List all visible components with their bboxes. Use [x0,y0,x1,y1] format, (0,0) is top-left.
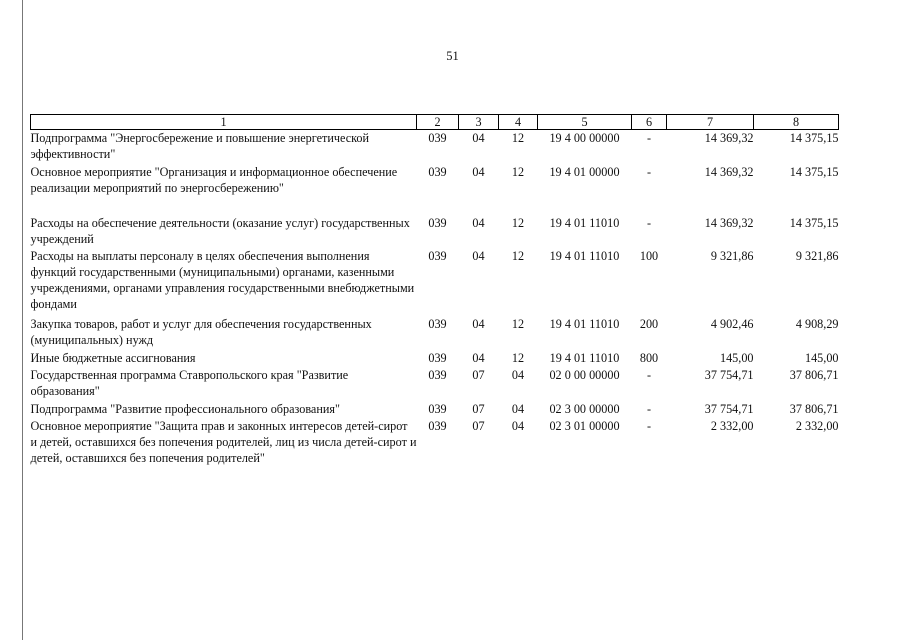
amount-col7: 4 902,46 [710,316,754,331]
section-code: 04 [472,316,485,331]
expense-type-code: - [646,418,652,433]
target-article-code: 19 4 01 11010 [549,316,620,331]
expense-type-code: 100 [639,248,659,263]
amount-col8: 2 332,00 [795,418,839,433]
subsection-code: 12 [511,316,525,331]
table-header-row [31,115,839,130]
target-article-code: 02 0 00 00000 [549,367,620,382]
amount-col8: 9 321,86 [795,248,839,263]
amount-col7: 145,00 [719,350,754,365]
ministry-code: 039 [428,316,447,331]
table-row [31,316,839,350]
subsection-code: 12 [511,215,525,230]
table-row [31,401,839,418]
expense-type-code: - [646,131,652,145]
amount-col8: 4 908,29 [795,316,839,331]
amount-col7: 14 369,32 [704,215,754,230]
subsection-code: 04 [511,418,525,433]
page-left-edge [22,0,23,640]
section-code: 04 [472,131,485,145]
column-header: 1 [31,115,417,130]
amount-col7: 14 369,32 [704,164,754,179]
subsection-code: 04 [511,401,525,416]
amount-col8: 145,00 [804,350,839,365]
row-description: Основное мероприятие "Организация и информационное обеспечение реализации мероприятий по энергосбережению" [30,164,398,195]
expense-type-code: 800 [639,350,659,365]
ministry-code: 039 [428,215,447,230]
expense-type-code: - [646,401,652,416]
table-row [31,215,839,248]
ministry-code: 039 [428,418,447,433]
column-header: 7 [667,115,754,130]
section-code: 07 [472,367,485,382]
amount-col7: 2 332,00 [710,418,754,433]
row-description: Иные бюджетные ассигнования [30,350,196,365]
expense-type-code: - [646,367,652,382]
amount-col8: 37 806,71 [789,367,839,382]
target-article-code: 19 4 01 00000 [549,164,620,179]
target-article-code: 19 4 00 00000 [549,131,620,145]
row-description: Подпрограмма "Энергосбережение и повышение энергетической эффективности" [30,131,370,161]
budget-table [30,114,839,469]
subsection-code: 12 [511,164,525,179]
subsection-code: 12 [511,131,525,145]
ministry-code: 039 [428,248,447,263]
section-code: 07 [472,401,485,416]
table-row [31,350,839,367]
ministry-code: 039 [428,131,447,145]
section-code: 04 [472,248,485,263]
amount-col8: 14 375,15 [789,131,839,145]
table-row [31,367,839,401]
ministry-code: 039 [428,401,447,416]
table-row [31,130,839,164]
row-description: Государственная программа Ставропольского края "Развитие образования" [30,367,349,398]
expense-type-code: - [646,215,652,230]
amount-col7: 9 321,86 [710,248,754,263]
column-header: 6 [632,115,667,130]
target-article-code: 02 3 01 00000 [549,418,620,433]
row-description: Подпрограмма "Развитие профессионального образования" [30,401,340,416]
amount-col8: 37 806,71 [789,401,839,416]
page-number: 51 [446,49,459,63]
table-row [31,418,839,469]
ministry-code: 039 [428,350,447,365]
column-header: 2 [417,115,459,130]
amount-col7: 37 754,71 [704,401,754,416]
column-header: 4 [499,115,538,130]
ministry-code: 039 [428,367,447,382]
subsection-code: 12 [511,350,525,365]
target-article-code: 19 4 01 11010 [549,350,620,365]
row-description: Основное мероприятие "Защита прав и законных интересов детей-сирот и детей, оставшихся без попечения родителей, лиц из числа детей-сирот и детей, оставшихся без попечения родителей" [30,418,417,465]
amount-col7: 14 369,32 [704,131,754,145]
target-article-code: 19 4 01 11010 [549,248,620,263]
target-article-code: 19 4 01 11010 [549,215,620,230]
column-header: 8 [754,115,839,130]
amount-col8: 14 375,15 [789,164,839,179]
expense-type-code: - [646,164,652,179]
row-description: Закупка товаров, работ и услуг для обеспечения государственных (муниципальных) нужд [30,316,372,347]
row-description: Расходы на обеспечение деятельности (оказание услуг) государственных учреждений [30,215,410,246]
expense-type-code: 200 [639,316,659,331]
section-code: 04 [472,215,485,230]
amount-col7: 37 754,71 [704,367,754,382]
table-row [31,248,839,316]
section-code: 07 [472,418,485,433]
column-header: 5 [538,115,632,130]
column-header: 3 [459,115,499,130]
table-row [31,164,839,215]
target-article-code: 02 3 00 00000 [549,401,620,416]
section-code: 04 [472,350,485,365]
amount-col8: 14 375,15 [789,215,839,230]
row-description: Расходы на выплаты персоналу в целях обеспечения выполнения функций государственными (муниципальными) органами, казенными учреждениями, органами управления государственными внебюджетными фондами [30,248,415,311]
subsection-code: 04 [511,367,525,382]
subsection-code: 12 [511,248,525,263]
ministry-code: 039 [428,164,447,179]
section-code: 04 [472,164,485,179]
